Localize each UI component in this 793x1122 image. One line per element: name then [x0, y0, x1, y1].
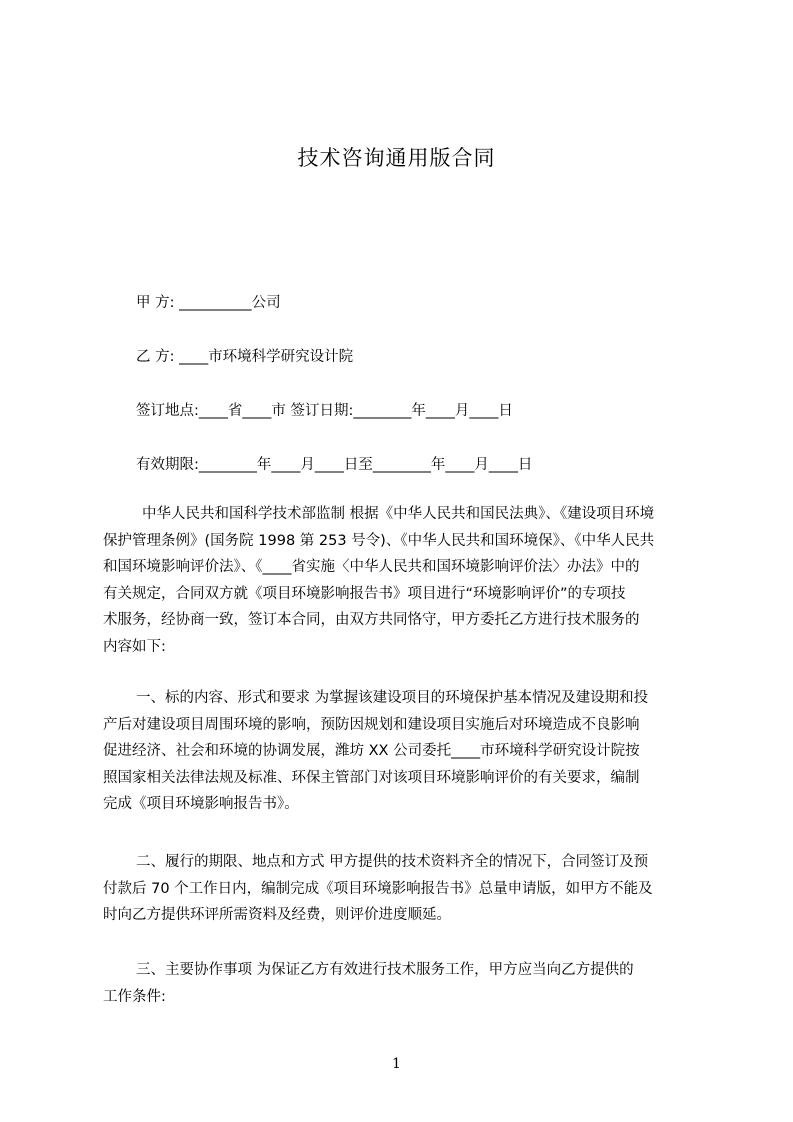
clause-3-line: 三、主要协作事项 为保证乙方有效进行技术服务工作，甲方应当向乙方提供的: [136, 962, 634, 978]
preamble-line: 内容如下:: [103, 638, 166, 655]
clause-1-line: 产后对建设项目周围环境的影响，预防因规划和建设项目实施后对环境造成不良影响: [103, 716, 640, 733]
sign-place-date-line: 签订地点:____省____市 签订日期:________年____月____日: [136, 403, 513, 419]
party-a-line: 甲 方: __________公司: [136, 295, 281, 311]
preamble-line: 中华人民共和国科学技术部监制 根据《中华人民共和国民法典》、《建设项目环境: [142, 506, 655, 522]
preamble-line: 保护管理条例》(国务院 1998 第 253 号令)、《中华人民共和国环境保》、《中华人民共: [103, 532, 655, 549]
validity-line: 有效期限:________年____月____日至________年____月____日: [136, 457, 533, 473]
preamble-line: 和国环境影响评价法》、《____省实施〈中华人民共和国环境影响评价法〉办法》中的: [103, 559, 640, 575]
preamble-line: 术服务，经协商一致，签订本合同，由双方共同恪守，甲方委托乙方进行技术服务的: [103, 612, 640, 628]
clause-1-line: 促进经济、社会和环境的协调发展，潍坊 XX 公司委托____市环境科学研究设计院按: [103, 743, 640, 759]
clause-3-paragraph: [103, 957, 708, 1010]
preamble-paragraph: [103, 501, 708, 660]
clause-2-line: 二、履行的期限、地点和方式 甲方提供的技术资料齐全的情况下，合同签订及预: [136, 854, 649, 870]
clause-2-line: 付款后 70 个工作日内，编制完成《项目环境影响报告书》总量申请版，如甲方不能及: [103, 880, 653, 897]
clause-3-line: 工作条件:: [103, 988, 166, 1005]
party-b-line: 乙 方: ____市环境科学研究设计院: [136, 349, 354, 365]
clause-1-line: 照国家相关法律法规及标准、环保主管部门对该项目环境影响评价的有关要求，编制: [103, 769, 640, 786]
clause-1-line: 一、标的内容、形式和要求 为掌握该建设项目的环境保护基本情况及建设期和投: [136, 690, 649, 706]
clause-1-paragraph: [103, 685, 708, 818]
clause-2-line: 时向乙方提供环评所需资料及经费，则评价进度顺延。: [103, 907, 451, 923]
page-number: 1: [392, 1056, 401, 1072]
clause-1-line: 完成《项目环境影响报告书》。: [103, 796, 299, 812]
contract-title: 技术咨询通用版合同: [297, 146, 496, 170]
clause-2-paragraph: [103, 849, 708, 929]
preamble-line: 有关规定，合同双方就《项目环境影响报告书》项目进行“环境影响评价”的专项技: [103, 585, 626, 602]
